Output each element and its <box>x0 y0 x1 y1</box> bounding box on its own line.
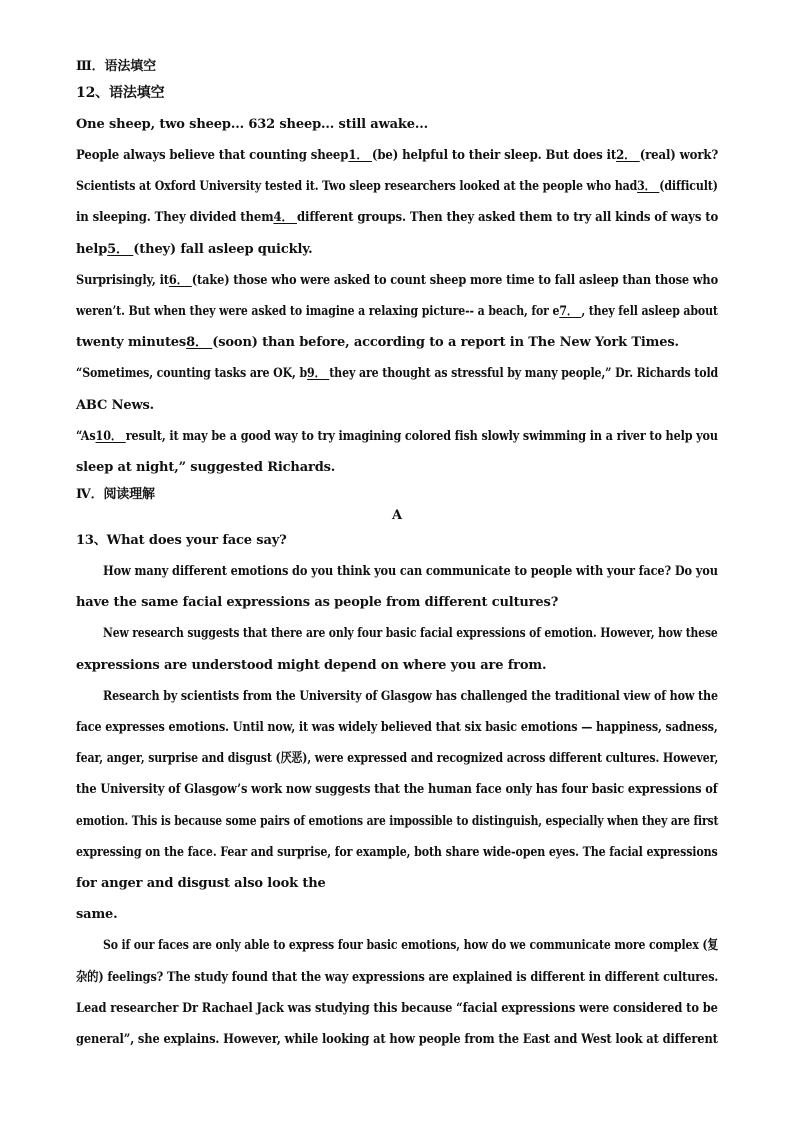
reading-line: the University of Glasgow’s work now suggests that the human face only has four basic expressions of <box>76 782 718 798</box>
reading-line: emotion. This is because some pairs of emotions are impossible to distinguish, especially when they are first <box>76 813 719 829</box>
section-3-heading: Ⅲ．语法填空 <box>76 59 156 74</box>
question-13-title: 13、What does your face say? <box>76 533 287 548</box>
reading-line: have the same facial expressions as people from different cultures? <box>76 595 559 611</box>
reading-line: fear, anger, surprise and disgust (厌恶), were expressed and recognized across different cultures. However, <box>76 751 719 767</box>
reading-line: Lead researcher Dr Rachael Jack was studying this because “facial expressions were considered to be <box>76 1000 718 1016</box>
line-text: Surprisingly, it <box>76 272 169 288</box>
line-text: result, it may be a good way to try imagining colored fish slowly swimming in a river to help you <box>125 428 718 444</box>
passage-label: A <box>392 508 402 523</box>
passage-line <box>76 428 718 445</box>
passage-title-line: One sheep, two sheep... 632 sheep... still awake... <box>76 117 429 132</box>
line-text: help <box>76 241 108 257</box>
reading-line: So if our faces are only able to express four basic emotions, how do we communicate more complex (复 <box>103 938 719 954</box>
line-text: different groups. Then they asked them to try all kinds of ways to <box>296 210 719 226</box>
reading-line: New research suggests that there are only four basic facial expressions of emotion. However, how these <box>103 626 718 642</box>
question-12-title: 12、语法填空 <box>76 85 165 101</box>
answer-blank[interactable]: 10． <box>95 428 126 444</box>
passage-line <box>76 178 718 195</box>
line-text: sleep at night,” suggested Richards. <box>76 460 336 475</box>
line-text: weren’t. But when they were asked to imagine a relaxing picture-- a beach, for e <box>76 304 560 319</box>
line-text: “As <box>76 428 96 444</box>
line-text: ABC News. <box>76 397 155 413</box>
passage-line <box>76 303 718 320</box>
reading-line: same. <box>76 907 118 923</box>
answer-blank[interactable]: 1． <box>348 148 372 163</box>
line-text: (real) work? <box>639 148 719 163</box>
passage-line <box>76 459 718 476</box>
line-text: (be) helpful to their sleep. But does it <box>371 148 617 163</box>
answer-blank[interactable]: 6． <box>168 272 192 288</box>
line-text: , they fell asleep about <box>581 304 718 319</box>
passage-line <box>76 209 719 226</box>
passage-line <box>76 241 718 258</box>
line-text: (difficult) <box>659 179 718 195</box>
section-4-heading: Ⅳ．阅读理解 <box>76 487 155 502</box>
passage-line <box>76 397 718 414</box>
reading-line: expressions are understood might depend on where you are from. <box>76 657 547 673</box>
reading-line: How many different emotions do you think you can communicate to people with your face? Do you <box>103 564 718 579</box>
line-text: (soon) than before, according to a report in The New York Times. <box>212 335 679 351</box>
passage-line <box>76 147 719 164</box>
answer-blank[interactable]: 5． <box>107 241 134 257</box>
line-text: People always believe that counting sheep <box>76 148 349 163</box>
reading-line: face expresses emotions. Until now, it was widely believed that six basic emotions — happiness, sadness, <box>76 720 718 735</box>
passage-line <box>76 365 719 382</box>
answer-blank[interactable]: 8． <box>186 335 213 351</box>
line-text: in sleeping. They divided them <box>76 210 274 226</box>
reading-line: expressing on the face. Fear and surprise, for example, both share wide-open eyes. The facial expressions <box>76 844 718 860</box>
answer-blank[interactable]: 2． <box>616 148 640 163</box>
reading-line: Research by scientists from the University of Glasgow has challenged the traditional view of how the <box>103 688 718 704</box>
line-text: Scientists at Oxford University tested it. Two sleep researchers looked at the people who had <box>76 179 638 195</box>
line-text: they are thought as stressful by many people,” Dr. Richards told <box>329 366 719 382</box>
answer-blank[interactable]: 4． <box>273 210 297 226</box>
answer-blank[interactable]: 3． <box>637 179 660 195</box>
answer-blank[interactable]: 7． <box>559 304 582 319</box>
line-text: (take) those who were asked to count sheep more time to fall asleep than those who <box>191 272 719 288</box>
passage-line <box>76 334 718 351</box>
line-text: twenty minutes <box>76 335 187 351</box>
reading-line: general”, she explains. However, while looking at how people from the East and West look at different <box>76 1032 718 1047</box>
reading-line: 杂的) feelings? The study found that the way expressions are explained is different in different cultures. <box>76 969 719 985</box>
passage-line <box>76 272 719 289</box>
line-text: “Sometimes, counting tasks are OK, b <box>76 366 308 382</box>
reading-line: for anger and disgust also look the <box>76 876 326 891</box>
answer-blank[interactable]: 9． <box>307 366 330 382</box>
line-text: (they) fall asleep quickly. <box>133 241 313 257</box>
